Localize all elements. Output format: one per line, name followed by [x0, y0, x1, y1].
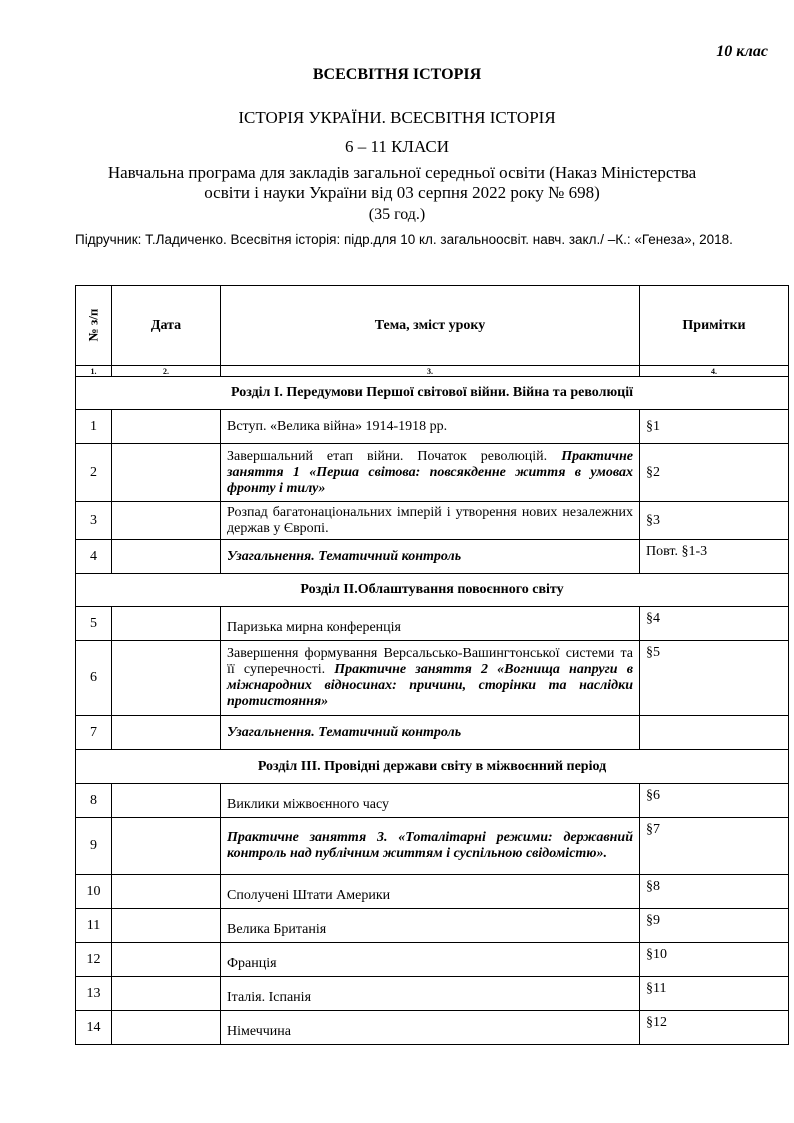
row-topic: Велика Британія: [221, 909, 640, 943]
row-num: 13: [76, 977, 112, 1011]
row-notes: §10: [640, 943, 789, 977]
row-num: 14: [76, 1011, 112, 1045]
col-header-num: [76, 286, 112, 366]
row-topic: [221, 641, 640, 716]
section-title: Розділ І. Передумови Першої світової війни. Війна та революції: [76, 377, 789, 410]
row-date: [112, 641, 221, 716]
row-num: 11: [76, 909, 112, 943]
row-num: 4: [76, 540, 112, 574]
row-topic-practical: Практичне заняття 2 «Вогнища напруги в міжнародних відносинах: причини, сторінки та наслідки протистояння»: [227, 662, 633, 709]
table-row: [76, 943, 789, 977]
row-topic: Сполучені Штати Америки: [221, 875, 640, 909]
section-title: Розділ ІІІ. Провідні держави світу в міжвоєнний період: [76, 750, 789, 784]
table-header-row: [76, 286, 789, 366]
row-notes: [640, 716, 789, 750]
row-date: [112, 977, 221, 1011]
row-date: [112, 1011, 221, 1045]
row-notes: §3: [640, 502, 789, 540]
textbook-reference: Підручник: Т.Ладиченко. Всесвітня історія: підр.для 10 кл. загальноосвіт. навч. закл./ –К.: «Генеза», 2018.: [75, 232, 733, 247]
table-row: [76, 784, 789, 818]
row-topic-text: Завершальний етап війни. Початок революцій.: [227, 448, 548, 464]
section-row: [76, 750, 789, 784]
row-notes: §9: [640, 909, 789, 943]
row-date: [112, 502, 221, 540]
col-header-num-label: № з/п: [85, 308, 101, 342]
grades-range: 6 – 11 КЛАСИ: [344, 137, 450, 156]
grade-label: 10 клас: [716, 43, 768, 60]
program-subtitle: ІСТОРІЯ УКРАЇНИ. ВСЕСВІТНЯ ІСТОРІЯ: [238, 108, 556, 127]
row-num: 1: [76, 410, 112, 444]
col-header-date: Дата: [112, 286, 221, 366]
row-topic: Вступ. «Велика війна» 1914-1918 рр.: [221, 410, 640, 444]
row-notes: §8: [640, 875, 789, 909]
table-row: [76, 977, 789, 1011]
table-row: [76, 444, 789, 502]
row-num: 6: [76, 641, 112, 716]
row-topic: Узагальнення. Тематичний контроль: [221, 540, 640, 574]
row-num: 2: [76, 444, 112, 502]
lesson-plan-table: [75, 285, 789, 1045]
row-num: 5: [76, 607, 112, 641]
row-date: [112, 444, 221, 502]
row-num: 10: [76, 875, 112, 909]
row-topic: Німеччина: [221, 1011, 640, 1045]
row-topic-practical: Практичне заняття 1 «Перша світова: повсякденне життя в умовах фронту і тилу»: [227, 448, 633, 496]
col-number: 2.: [112, 366, 221, 377]
row-topic: Виклики міжвоєнного часу: [221, 784, 640, 818]
page-title: ВСЕСВІТНЯ ІСТОРІЯ: [312, 66, 482, 83]
row-notes: §11: [640, 977, 789, 1011]
col-number: 1.: [76, 366, 112, 377]
table-row: [76, 607, 789, 641]
row-date: [112, 943, 221, 977]
row-notes: §6: [640, 784, 789, 818]
table-row: [76, 641, 789, 716]
row-date: [112, 909, 221, 943]
row-topic: Паризька мирна конференція: [221, 607, 640, 641]
row-num: 8: [76, 784, 112, 818]
row-date: [112, 607, 221, 641]
row-date: [112, 540, 221, 574]
table-row: [76, 540, 789, 574]
hours-count: (35 год.): [368, 206, 426, 223]
row-date: [112, 784, 221, 818]
row-num: 9: [76, 818, 112, 875]
table-row: [76, 909, 789, 943]
row-notes: §5: [640, 641, 789, 716]
table-row: [76, 410, 789, 444]
section-row: [76, 574, 789, 607]
row-topic: Практичне заняття 3. «Тоталітарні режими: державний контроль над публічним життям і суспільною свідомістю».: [221, 818, 640, 875]
row-notes: §2: [640, 444, 789, 502]
row-date: [112, 410, 221, 444]
table-row: [76, 818, 789, 875]
table-row: [76, 875, 789, 909]
col-header-notes: Примітки: [640, 286, 789, 366]
row-num: 12: [76, 943, 112, 977]
col-number: 4.: [640, 366, 789, 377]
program-description: Навчальна програма для закладів загальної середньої освіти (Наказ Міністерства освіти і науки України від 03 серпня 2022 року № 698): [107, 163, 697, 202]
row-notes: §7: [640, 818, 789, 875]
row-topic: Узагальнення. Тематичний контроль: [221, 716, 640, 750]
row-notes: Повт. §1-3: [640, 540, 789, 574]
row-num: 7: [76, 716, 112, 750]
row-topic: Франція: [221, 943, 640, 977]
row-topic: [221, 444, 640, 502]
row-notes: §4: [640, 607, 789, 641]
row-topic: Італія. Іспанія: [221, 977, 640, 1011]
row-topic-text: Завершення формування Версальсько-Вашингтонської системи та її суперечності.: [227, 646, 633, 677]
column-numbers-row: [76, 366, 789, 377]
table-row: [76, 716, 789, 750]
row-topic: Розпад багатонаціональних імперій і утворення нових незалежних держав у Європі.: [221, 502, 640, 540]
row-date: [112, 875, 221, 909]
table-row: [76, 1011, 789, 1045]
row-num: 3: [76, 502, 112, 540]
col-number: 3.: [221, 366, 640, 377]
row-date: [112, 716, 221, 750]
row-notes: §1: [640, 410, 789, 444]
col-header-topic: Тема, зміст уроку: [221, 286, 640, 366]
row-notes: §12: [640, 1011, 789, 1045]
table-row: [76, 502, 789, 540]
section-row: [76, 377, 789, 410]
row-date: [112, 818, 221, 875]
section-title: Розділ ІІ.Облаштування повоєнного світу: [76, 574, 789, 607]
